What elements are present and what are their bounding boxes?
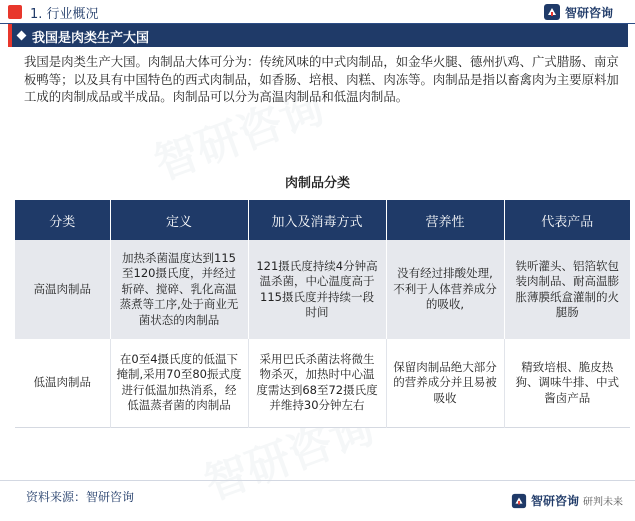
- cell-products: 精致培根、脆皮热狗、调味牛排、中式酱卤产品: [504, 339, 630, 427]
- section-title: 1. 行业概况: [30, 7, 99, 22]
- cell-method: 121摄氏度持续4分钟高温杀菌，中心温度高于115摄氏度并持续一段时间: [248, 240, 386, 339]
- footer-tagline: 研判未来: [583, 497, 623, 508]
- cell-products: 铁听灌头、铝箔软包装肉制品、耐高温膨胀薄膜纸盒灌制的火腿肠: [504, 240, 630, 339]
- intro-paragraph: 我国是肉类生产大国。肉制品大体可分为：传统风味的中式肉制品，如金华火腿、德州扒鸡、广式腊肠、南京板鸭等；以及具有中国特色的西式肉制品，如香肠、培根、肉糕、肉冻等。肉制品是指以畜禽肉为主要原料加工成的肉制成品或半成品。肉制品可以分为高温肉制品和低温肉制品。: [24, 54, 619, 104]
- cell-method: 采用巴氏杀菌法将微生物杀灭，加热时中心温度需达到68至72摄氏度并维持30分钟左右: [248, 339, 386, 427]
- classification-table: [15, 200, 630, 428]
- table-title: 肉制品分类: [284, 176, 350, 191]
- col-header-method: 加入及消毒方式: [248, 200, 386, 240]
- footer-logo-text: 智研咨询: [530, 494, 579, 508]
- footer-logo: [511, 492, 623, 509]
- col-header-definition: 定义: [110, 200, 248, 240]
- cell-nutrition: 保留肉制品绝大部分的营养成分并且易被吸收: [386, 339, 504, 427]
- cell-nutrition: 没有经过排酸处理,不利于人体营养成分的吸收,: [386, 240, 504, 339]
- col-header-category: 分类: [15, 200, 110, 240]
- logo-text: 智研咨询: [564, 5, 613, 20]
- source-note: 资料来源：智研咨询: [26, 490, 135, 504]
- cell-category: 低温肉制品: [15, 339, 110, 427]
- heading-title: 我国是肉类生产大国: [32, 31, 150, 46]
- table-row: [15, 240, 630, 339]
- col-header-products: 代表产品: [504, 200, 630, 240]
- heading-accent: [8, 24, 12, 47]
- top-bar: [0, 0, 635, 24]
- logo-icon: [511, 493, 527, 509]
- section-marker-icon: [8, 5, 22, 19]
- cell-definition: 加热杀菌温度达到115至120摄氏度，并经过斩碎、搅碎、乳化高温蒸煮等工序,处于商业无菌状态的肉制品: [110, 240, 248, 339]
- logo-icon: [543, 3, 561, 21]
- cell-definition: 在0至4摄氏度的低温下掩制,采用70至80振式度进行低温加热消系，经低温蒸者菌的肉制品: [110, 339, 248, 427]
- diamond-icon: [17, 31, 27, 41]
- table-row: [15, 339, 630, 427]
- footer-divider: [0, 480, 635, 481]
- brand-logo: [543, 2, 613, 22]
- cell-category: 高温肉制品: [15, 240, 110, 339]
- heading-bar: [8, 24, 628, 47]
- col-header-nutrition: 营养性: [386, 200, 504, 240]
- table-header-row: [15, 200, 630, 240]
